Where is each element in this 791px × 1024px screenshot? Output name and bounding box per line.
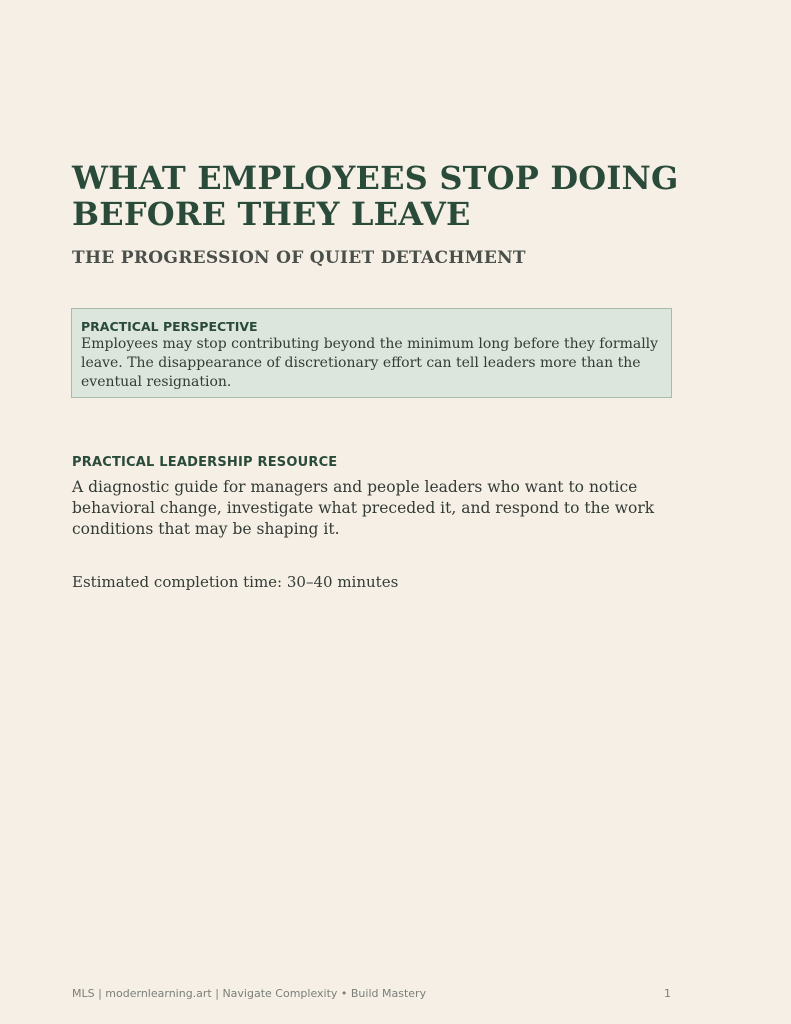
practical-perspective-callout [71, 308, 672, 398]
resource-heading: PRACTICAL LEADERSHIP RESOURCE [72, 455, 338, 470]
callout-heading: PRACTICAL PERSPECTIVE [81, 319, 258, 334]
footer-text: MLS | modernlearning.art | Navigate Complexity • Build Mastery [72, 987, 427, 1000]
completion-time: Estimated completion time: 30–40 minutes [72, 573, 399, 591]
page-subtitle: THE PROGRESSION OF QUIET DETACHMENT [72, 248, 526, 268]
page-title: WHAT EMPLOYEES STOP DOING BEFORE THEY LEAVE [72, 159, 679, 233]
page-number: 1 [664, 987, 671, 1000]
callout-body: Employees may stop contributing beyond the minimum long before they formally leave. The disappearance of discretionary effort can tell leaders more than the eventual resignation. [81, 336, 659, 390]
resource-description: A diagnostic guide for managers and people leaders who want to notice behavioral change, investigate what preceded it, and respond to the work conditions that may be shaping it. [72, 478, 655, 538]
